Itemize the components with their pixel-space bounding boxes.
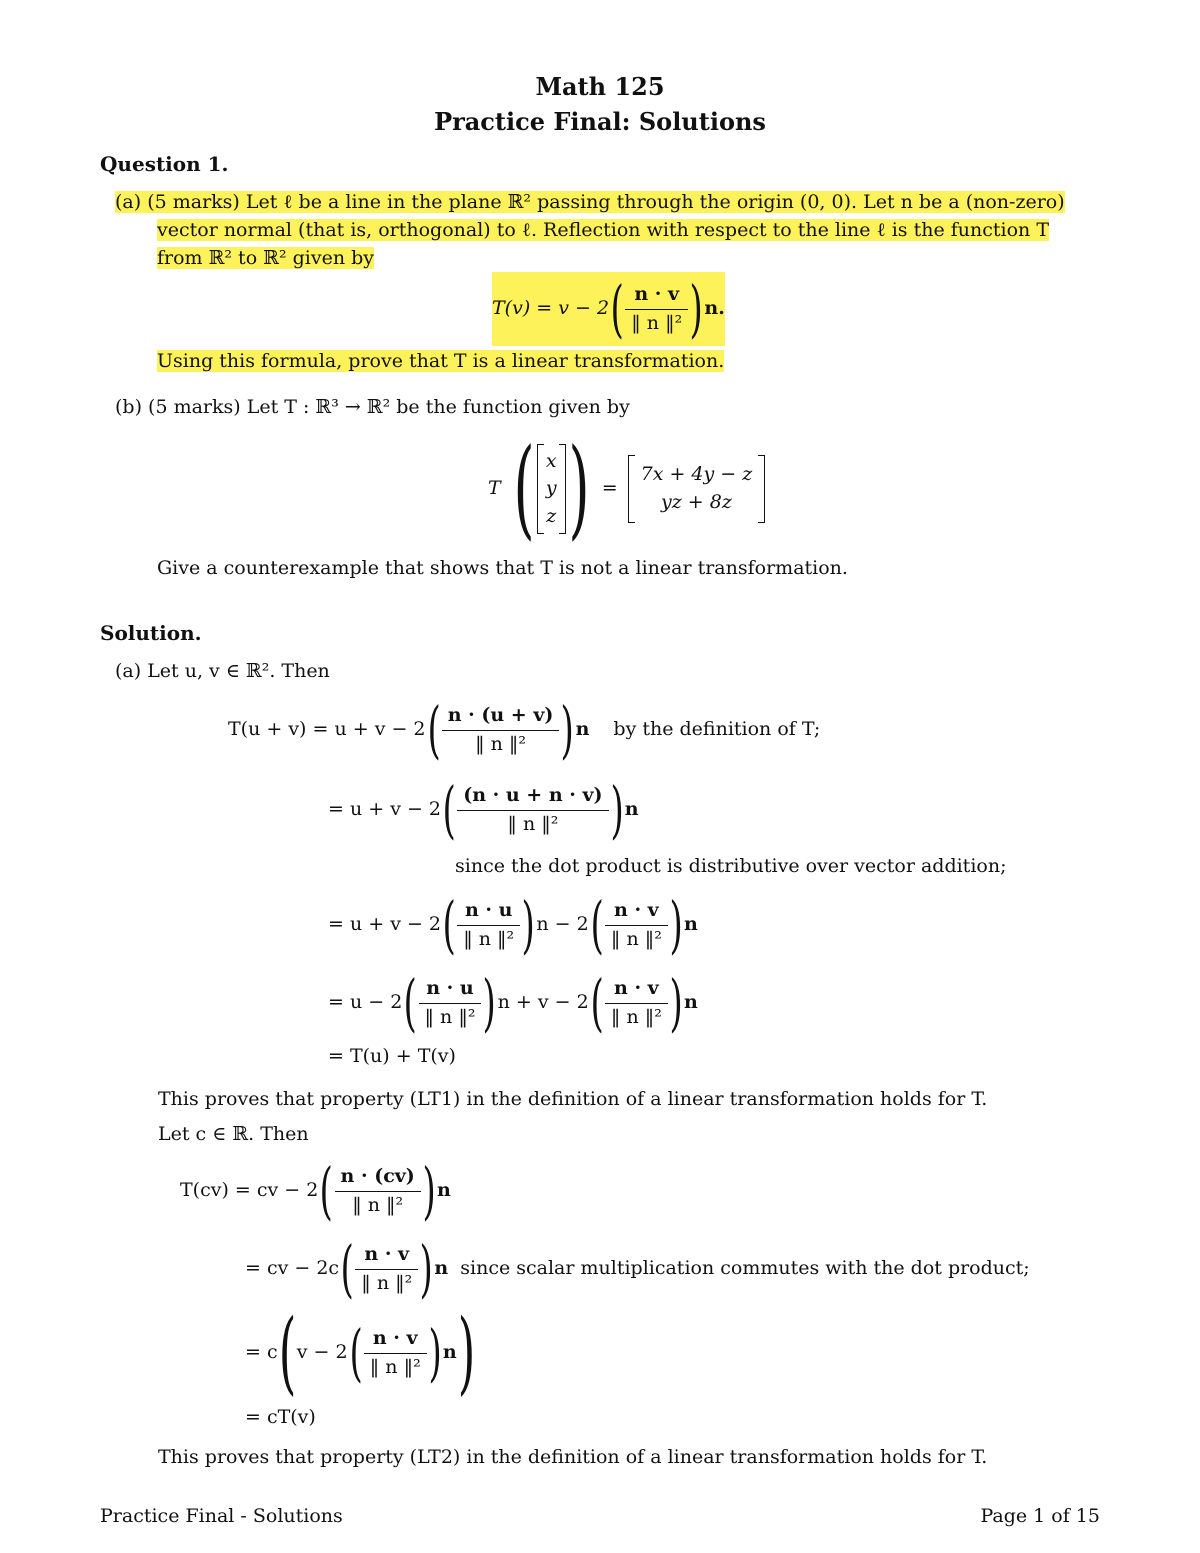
document-title: Practice Final: Solutions [434, 107, 766, 136]
reflection-formula: T(v) = v − 2 ( $\frac{n \cdot v}{\text{‖ n ‖²}}$ ) n. [492, 272, 725, 345]
solution-step-1: T(u + v) = u + v − 2 ( $\frac{n \cdot (u + v)}{\text{‖ n ‖²}}$ ) n by the definition of T; [228, 693, 821, 766]
question-a-line4: Using this formula, prove that T is a linear transformation. [157, 350, 725, 372]
lt2-conclusion: This proves that property (LT2) in the definition of a linear transformation holds for T. [158, 1446, 988, 1468]
question-b-line1: (b) (5 marks) Let T : ℝ³ → ℝ² be the function given by [115, 396, 630, 418]
footer-title: Practice Final - Solutions [100, 1505, 343, 1527]
course-title: Math 125 [535, 72, 665, 101]
solution-step-2: = u + v − 2 ( $\frac{(n \cdot u + n \cdot v)}{\text{‖ n ‖²}}$ ) n [328, 773, 639, 846]
question-a-line3: from ℝ² to ℝ² given by [157, 247, 375, 269]
question-a-line1: (a) (5 marks) Let ℓ be a line in the plane ℝ² passing through the origin (0, 0). Let n be a (non-zero) [115, 191, 1065, 213]
question-b-map: T ( x y z ) = 7x + 4y − z yz + 8z [488, 436, 765, 542]
solution-heading: Solution. [100, 621, 202, 645]
scalar-step-4: = cT(v) [245, 1406, 316, 1428]
lt1-conclusion: This proves that property (LT1) in the definition of a linear transformation holds for T. [158, 1088, 988, 1110]
scalar-step-1: T(cv) = cv − 2 ( $\frac{n \cdot (cv)}{\text{‖ n ‖²}}$ ) n [180, 1154, 451, 1227]
scalar-intro: Let c ∈ ℝ. Then [158, 1123, 309, 1145]
solution-step-3: = u + v − 2 ( $\frac{n \cdot u}{\text{‖ n ‖²}}$ ) n − 2 ( $\frac{n \cdot v}{\text{‖ n ‖²}}$ ) n [328, 888, 698, 961]
scalar-step-2: = cv − 2c ( $\frac{n \cdot v}{\text{‖ n ‖²}}$ ) n since scalar multiplication commutes with the dot product; [245, 1232, 1030, 1305]
solution-a-intro: (a) Let u, v ∈ ℝ². Then [115, 660, 330, 682]
solution-step-4: = u − 2 ( $\frac{n \cdot u}{\text{‖ n ‖²}}$ ) n + v − 2 ( $\frac{n \cdot v}{\text{‖ n ‖²}}$ ) n [328, 966, 698, 1039]
question-a-line2: vector normal (that is, orthogonal) to ℓ. Reflection with respect to the line ℓ is the function T [157, 219, 1049, 241]
output-vector: 7x + 4y − z yz + 8z [628, 455, 766, 522]
solution-step-2-note: since the dot product is distributive over vector addition; [455, 855, 1007, 877]
footer-page-number: Page 1 of 15 [980, 1505, 1100, 1527]
question-b-line2: Give a counterexample that shows that T is not a linear transformation. [157, 557, 848, 579]
question-heading: Question 1. [100, 152, 229, 176]
scalar-step-3: = c ( v − 2 ( $\frac{n \cdot v}{\text{‖ n ‖²}}$ ) n ) [245, 1300, 476, 1405]
solution-step-5: = T(u) + T(v) [328, 1045, 456, 1067]
input-vector: x y z [537, 444, 566, 535]
